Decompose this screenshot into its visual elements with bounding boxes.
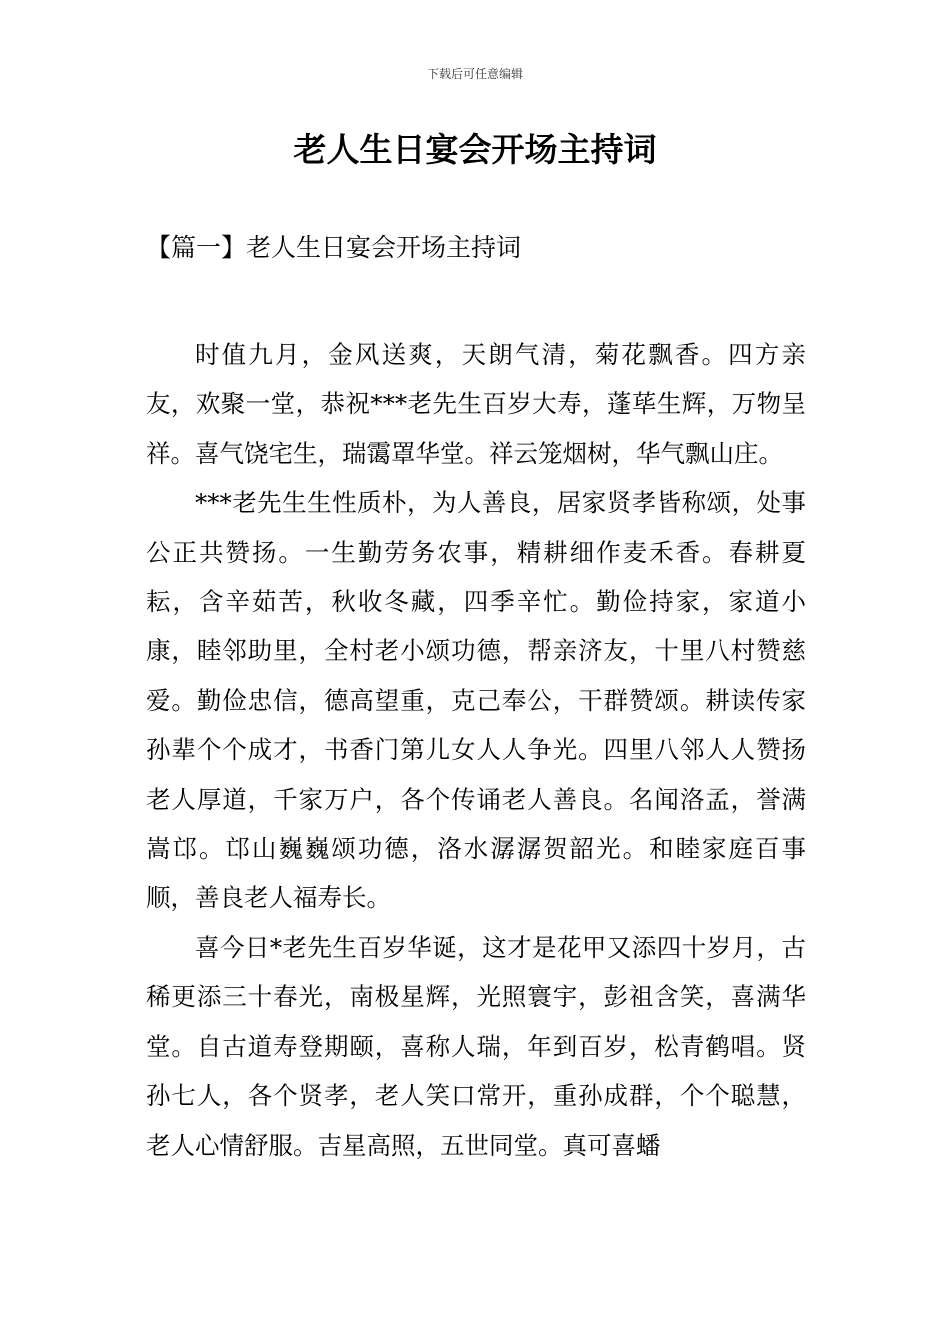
document-title: 老人生日宴会开场主持词 [293,130,657,169]
document-body [146,330,806,1170]
header-note: 下载后可任意编辑 [426,67,523,81]
section-heading: 【篇一】老人生日宴会开场主持词 [146,233,522,262]
paragraph-3: 喜今日*老先生百岁华诞，这才是花甲又添四十岁月，古稀更添三十春光，南极星辉，光照寰宇，彭祖含笑，喜满华堂。自古道寿登期颐，喜称人瑞，年到百岁，松青鹤唱。贤孙七人，各个贤孝，老人笑口常开，重孙成群，个个聪慧，老人心情舒服。吉星高照，五世同堂。真可喜蟠 [146,932,806,1160]
paragraph-1: 时值九月，金风送爽，天朗气清，菊花飘香。四方亲友，欢聚一堂，恭祝***老先生百岁大寿，蓬荜生辉，万物呈祥。喜气饶宅生，瑞霭罩华堂。祥云笼烟树，华气飘山庄。 [146,340,806,468]
paragraph-2: ***老先生生性质朴，为人善良，居家贤孝皆称颂，处事公正共赞扬。一生勤劳务农事，精耕细作麦禾香。春耕夏耘，含辛茹苦，秋收冬藏，四季辛忙。勤俭持家，家道小康，睦邻助里，全村老小颂功德，帮亲济友，十里八村赞慈爱。勤俭忠信，德高望重，克己奉公，干群赞颂。耕读传家孙辈个个成才，书香门第儿女人人争光。四里八邻人人赞扬老人厚道，千家万户，各个传诵老人善良。名闻洛孟，誉满嵩邙。邙山巍巍颂功德，洛水潺潺贺韶光。和睦家庭百事顺，善良老人福寿长。 [146,488,806,913]
